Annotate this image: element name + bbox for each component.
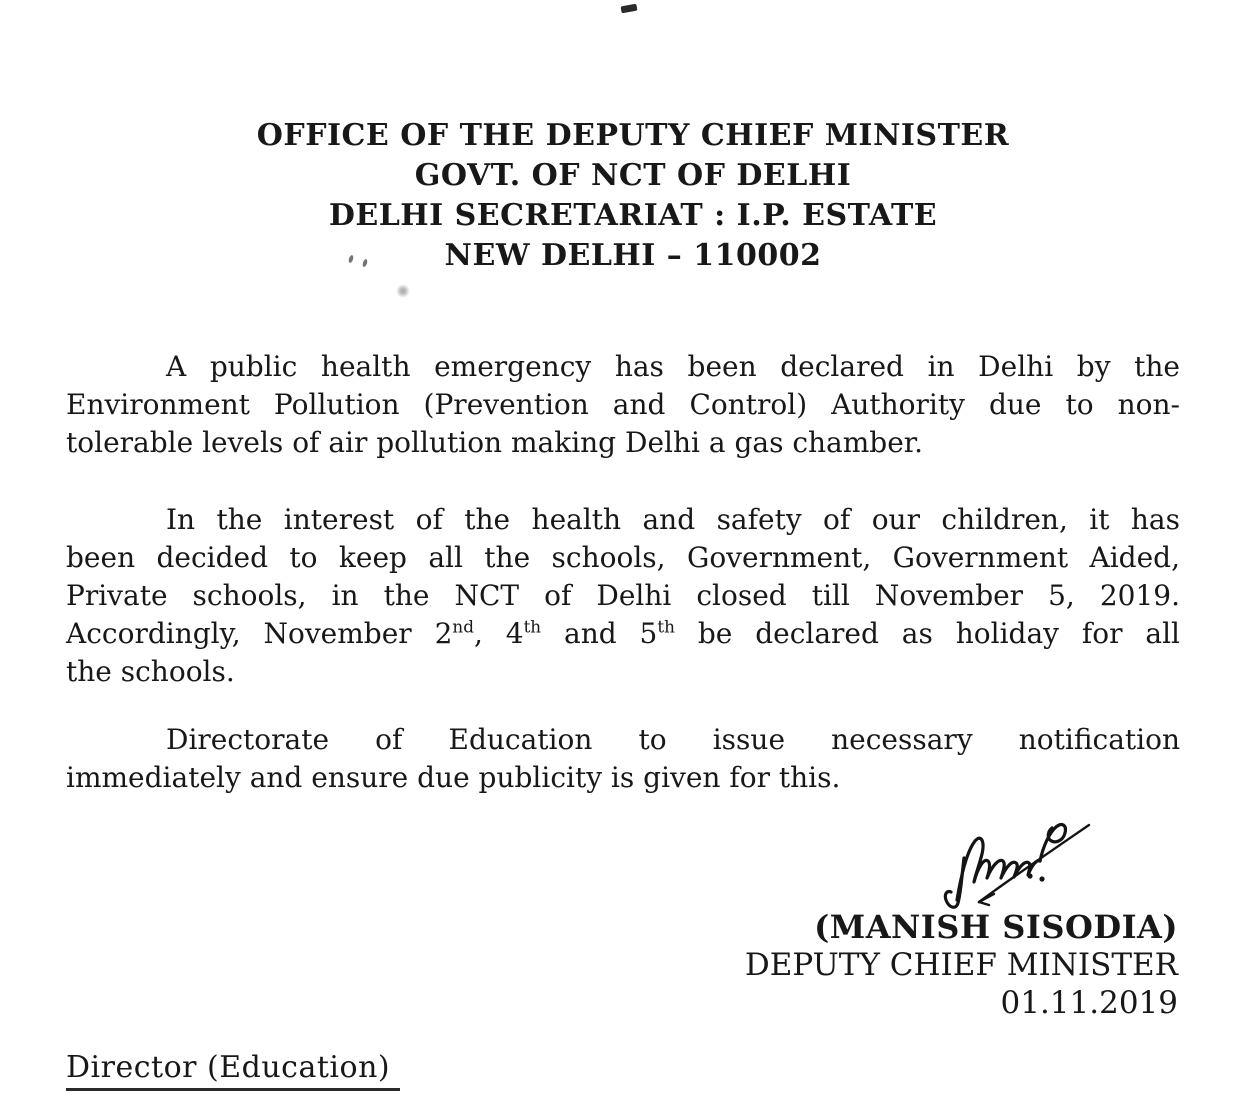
letterhead-secretariat-line: DELHI SECRETARIAT : I.P. ESTATE (328, 198, 938, 233)
signatory-name: (MANISH SISODIA) (814, 908, 1178, 946)
signatory-title: DEPUTY CHIEF MINISTER (744, 947, 1178, 983)
scan-artifact (396, 284, 410, 298)
letterhead-city-pin-line: NEW DELHI – 110002 (444, 238, 822, 273)
text-line: A public health emergency has been declared in Delhi by the (166, 350, 1180, 383)
paragraph-directorate-notification (66, 721, 1180, 797)
text-line: Directorate of Education to issue necessary notification (166, 723, 1180, 756)
text-line: the schools. (66, 655, 235, 688)
letter-date: 01.11.2019 (1000, 985, 1178, 1021)
addressee-designation: Director (Education) (66, 1050, 400, 1091)
text-line: Accordingly, November 2nd, 4th and 5th be declared as holiday for all (66, 616, 1180, 650)
text-line: been decided to keep all the schools, Government, Government Aided, (66, 541, 1180, 574)
signature-block (745, 908, 1178, 1022)
scan-artifact (621, 4, 638, 14)
letterhead-office-line: OFFICE OF THE DEPUTY CHIEF MINISTER (256, 118, 1010, 153)
text-line: In the interest of the health and safety of our children, it has (166, 503, 1180, 536)
paragraph-school-closure (66, 501, 1180, 691)
letterhead (30, 116, 1236, 276)
text-line: Private schools, in the NCT of Delhi closed till November 5, 2019. (66, 579, 1180, 612)
text-line: immediately and ensure due publicity is given for this. (66, 761, 841, 794)
letterhead-govt-line: GOVT. OF NCT OF DELHI (414, 158, 852, 193)
text-line: Environment Pollution (Prevention and Control) Authority due to non- (66, 388, 1180, 421)
paragraph-public-health-emergency (66, 348, 1180, 462)
text-line: tolerable levels of air pollution making Delhi a gas chamber. (66, 426, 924, 459)
